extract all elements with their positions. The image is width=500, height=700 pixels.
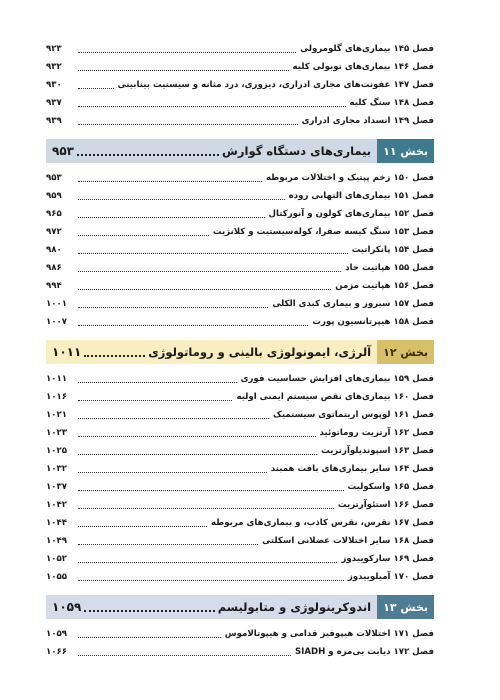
entry-title: فصل ۱۵۰ زخم پپتیک و اختلالات مربوطه xyxy=(265,173,434,183)
toc-entry[interactable] xyxy=(46,205,434,223)
entry-page: ۱۰۵۹ xyxy=(46,629,67,639)
dot-leader xyxy=(78,580,344,581)
dot-leader xyxy=(78,544,258,545)
entry-title: فصل ۱۴۷ عفونت‌های مجاری ادراری، دیزوری، درد مثانه و سیستیت بینابینی xyxy=(117,80,434,90)
dot-leader xyxy=(78,508,334,509)
entry-title: فصل ۱۶۶ استئوآرتریت xyxy=(337,500,434,510)
table-of-contents xyxy=(46,40,434,661)
section-title: بیماری‌های دستگاه گوارش xyxy=(222,144,372,158)
toc-entry[interactable] xyxy=(46,277,434,295)
entry-page: ۹۸۶ xyxy=(46,263,62,273)
dot-leader xyxy=(78,562,337,563)
toc-entry[interactable] xyxy=(46,40,434,58)
entry-page: ۱۰۰۱ xyxy=(46,299,67,309)
dot-leader xyxy=(78,490,344,491)
section-title: اندوکرینولوژی و متابولیسم xyxy=(217,600,372,614)
entry-title: فصل ۱۶۲ آرتریت روماتوئید xyxy=(319,428,434,438)
entry-title: فصل ۱۵۴ پانکراتیت xyxy=(351,245,434,255)
dot-leader xyxy=(78,472,267,473)
entry-page: ۹۶۵ xyxy=(46,209,62,219)
toc-entry[interactable] xyxy=(46,259,434,277)
entry-page: ۱۰۲۵ xyxy=(46,446,67,456)
top-entries xyxy=(46,40,434,130)
dot-leader xyxy=(78,52,296,53)
entry-page: ۱۰۴۴ xyxy=(46,518,67,528)
dot-leader xyxy=(78,418,269,419)
entry-title: فصل ۱۶۴ سایر بیماری‌های بافت همبند xyxy=(270,464,434,474)
section-tag: بخش ۱۳ xyxy=(377,595,434,619)
toc-entry[interactable] xyxy=(46,223,434,241)
toc-entry[interactable] xyxy=(46,94,434,112)
section-page: ۱۰۵۹ xyxy=(52,600,82,614)
entry-page: ۱۰۲۱ xyxy=(46,410,67,420)
entry-title: فصل ۱۴۹ انسداد مجاری ادراری xyxy=(301,116,434,126)
toc-entry[interactable] xyxy=(46,568,434,586)
dot-leader xyxy=(78,181,262,182)
entry-page: ۱۰۶۶ xyxy=(46,647,67,657)
entry-page: ۹۹۴ xyxy=(46,281,62,291)
entry-title: فصل ۱۶۷ نقرس، نقرس کاذب، و بیماری‌های مربوطه xyxy=(210,518,434,528)
section-entries-12 xyxy=(46,370,434,586)
dot-leader xyxy=(84,355,145,357)
entry-page: ۱۰۳۷ xyxy=(46,482,67,492)
entry-title: فصل ۱۶۵ واسکولیت xyxy=(347,482,434,492)
toc-entry[interactable] xyxy=(46,295,434,313)
toc-entry[interactable] xyxy=(46,532,434,550)
toc-entry[interactable] xyxy=(46,187,434,205)
entry-page: ۹۳۰ xyxy=(46,80,62,90)
entry-title: فصل ۱۶۹ سارکوییدوز xyxy=(341,554,434,564)
entry-title: فصل ۱۴۶ بیماری‌های توبولی کلیه xyxy=(292,62,434,72)
section-page: ۹۵۳ xyxy=(52,144,74,158)
section-title: آلرژی، ایمونولوژی بالینی و روماتولوژی xyxy=(148,345,372,359)
entry-title: فصل ۱۵۵ هپاتیت حاد xyxy=(345,263,434,273)
entry-title: فصل ۱۴۵ بیماری‌های گلومرولی xyxy=(300,44,434,54)
toc-entry[interactable] xyxy=(46,313,434,331)
dot-leader xyxy=(78,271,341,272)
entry-page: ۱۰۳۲ xyxy=(46,464,67,474)
dot-leader xyxy=(78,454,317,455)
dot-leader xyxy=(78,307,268,308)
toc-entry[interactable] xyxy=(46,58,434,76)
toc-entry[interactable] xyxy=(46,550,434,568)
section-header-12[interactable] xyxy=(46,340,434,364)
entry-title: فصل ۱۷۰ آمیلوییدوز xyxy=(347,572,434,582)
entry-page: ۹۵۹ xyxy=(46,191,62,201)
dot-leader xyxy=(78,637,221,638)
toc-entry[interactable] xyxy=(46,112,434,130)
entry-title: فصل ۱۶۱ لوپوس اریتماتوی سیستمیک xyxy=(273,410,434,420)
section-entries-11 xyxy=(46,169,434,331)
dot-leader xyxy=(78,199,285,200)
section-entries-13 xyxy=(46,625,434,661)
dot-leader xyxy=(77,154,219,156)
toc-entry[interactable] xyxy=(46,442,434,460)
entry-title: فصل ۱۵۱ بیماری‌های التهابی روده xyxy=(288,191,434,201)
entry-title: فصل ۱۴۸ سنگ کلیه xyxy=(349,98,434,108)
section-header-13[interactable] xyxy=(46,595,434,619)
toc-entry[interactable] xyxy=(46,478,434,496)
entry-page: ۱۰۰۷ xyxy=(46,317,67,327)
entry-page: ۱۰۵۵ xyxy=(46,572,67,582)
entry-title: فصل ۱۶۰ بیماری‌های نقص سیستم ایمنی اولیه xyxy=(236,392,434,402)
entry-page: ۹۳۲ xyxy=(46,62,62,72)
dot-leader xyxy=(84,610,214,612)
toc-entry[interactable] xyxy=(46,625,434,643)
entry-page: ۱۰۵۲ xyxy=(46,554,67,564)
dot-leader xyxy=(78,382,237,383)
toc-entry[interactable] xyxy=(46,496,434,514)
toc-entry[interactable] xyxy=(46,643,434,661)
section-tag: بخش ۱۲ xyxy=(377,340,434,364)
section-header-11[interactable] xyxy=(46,139,434,163)
entry-page: ۱۰۱۶ xyxy=(46,392,67,402)
section-bar xyxy=(46,139,377,163)
entry-title: فصل ۱۶۸ سایر اختلالات عضلانی اسکلتی xyxy=(262,536,434,546)
dot-leader xyxy=(78,124,298,125)
dot-leader xyxy=(78,88,114,89)
entry-page: ۹۳۷ xyxy=(46,98,62,108)
dot-leader xyxy=(78,325,308,326)
section-page: ۱۰۱۱ xyxy=(52,345,82,359)
entry-page: ۹۳۹ xyxy=(46,116,62,126)
entry-title: فصل ۱۷۱ اختلالات هیپوفیز قدامی و هیپوتالاموس xyxy=(224,629,434,639)
toc-entry[interactable] xyxy=(46,514,434,532)
dot-leader xyxy=(78,400,232,401)
entry-title: فصل ۱۷۲ دیابت بی‌مزه و SIADH xyxy=(294,647,434,657)
entry-page: ۱۰۴۲ xyxy=(46,500,67,510)
entry-title: فصل ۱۵۷ سیروز و بیماری کبدی الکلی xyxy=(272,299,434,309)
entry-title: فصل ۱۵۳ سنگ کیسه صفرا، کوله‌سیستیت و کلانژیت xyxy=(212,227,434,237)
dot-leader xyxy=(78,526,207,527)
section-bar xyxy=(46,595,377,619)
toc-entry[interactable] xyxy=(46,370,434,388)
toc-entry[interactable] xyxy=(46,169,434,187)
dot-leader xyxy=(78,253,348,254)
dot-leader xyxy=(78,289,331,290)
toc-entry[interactable] xyxy=(46,76,434,94)
entry-page: ۹۸۰ xyxy=(46,245,62,255)
toc-entry[interactable] xyxy=(46,460,434,478)
dot-leader xyxy=(78,106,346,107)
toc-entry[interactable] xyxy=(46,424,434,442)
entry-page: ۹۷۲ xyxy=(46,227,62,237)
entry-title: فصل ۱۵۹ بیماری‌های افزایش حساسیت فوری xyxy=(240,374,434,384)
toc-entry[interactable] xyxy=(46,241,434,259)
entry-title: فصل ۱۵۶ هپاتیت مزمن xyxy=(335,281,434,291)
entry-page: ۹۲۳ xyxy=(46,44,62,54)
dot-leader xyxy=(78,217,265,218)
entry-title: فصل ۱۶۳ اسپوندیلوآرتریت xyxy=(321,446,434,456)
dot-leader xyxy=(78,655,291,656)
dot-leader xyxy=(78,70,289,71)
entry-page: ۱۰۱۱ xyxy=(46,374,67,384)
entry-page: ۱۰۴۹ xyxy=(46,536,67,546)
entry-title: فصل ۱۵۲ بیماری‌های کولون و آنورکتال xyxy=(268,209,434,219)
dot-leader xyxy=(78,235,209,236)
entry-title: فصل ۱۵۸ هیپرتانسیون پورت xyxy=(312,317,434,327)
toc-entry[interactable] xyxy=(46,388,434,406)
entry-page: ۱۰۲۳ xyxy=(46,428,67,438)
toc-entry[interactable] xyxy=(46,406,434,424)
section-tag: بخش ۱۱ xyxy=(377,139,434,163)
section-bar xyxy=(46,340,377,364)
entry-page: ۹۵۳ xyxy=(46,173,62,183)
dot-leader xyxy=(78,436,316,437)
